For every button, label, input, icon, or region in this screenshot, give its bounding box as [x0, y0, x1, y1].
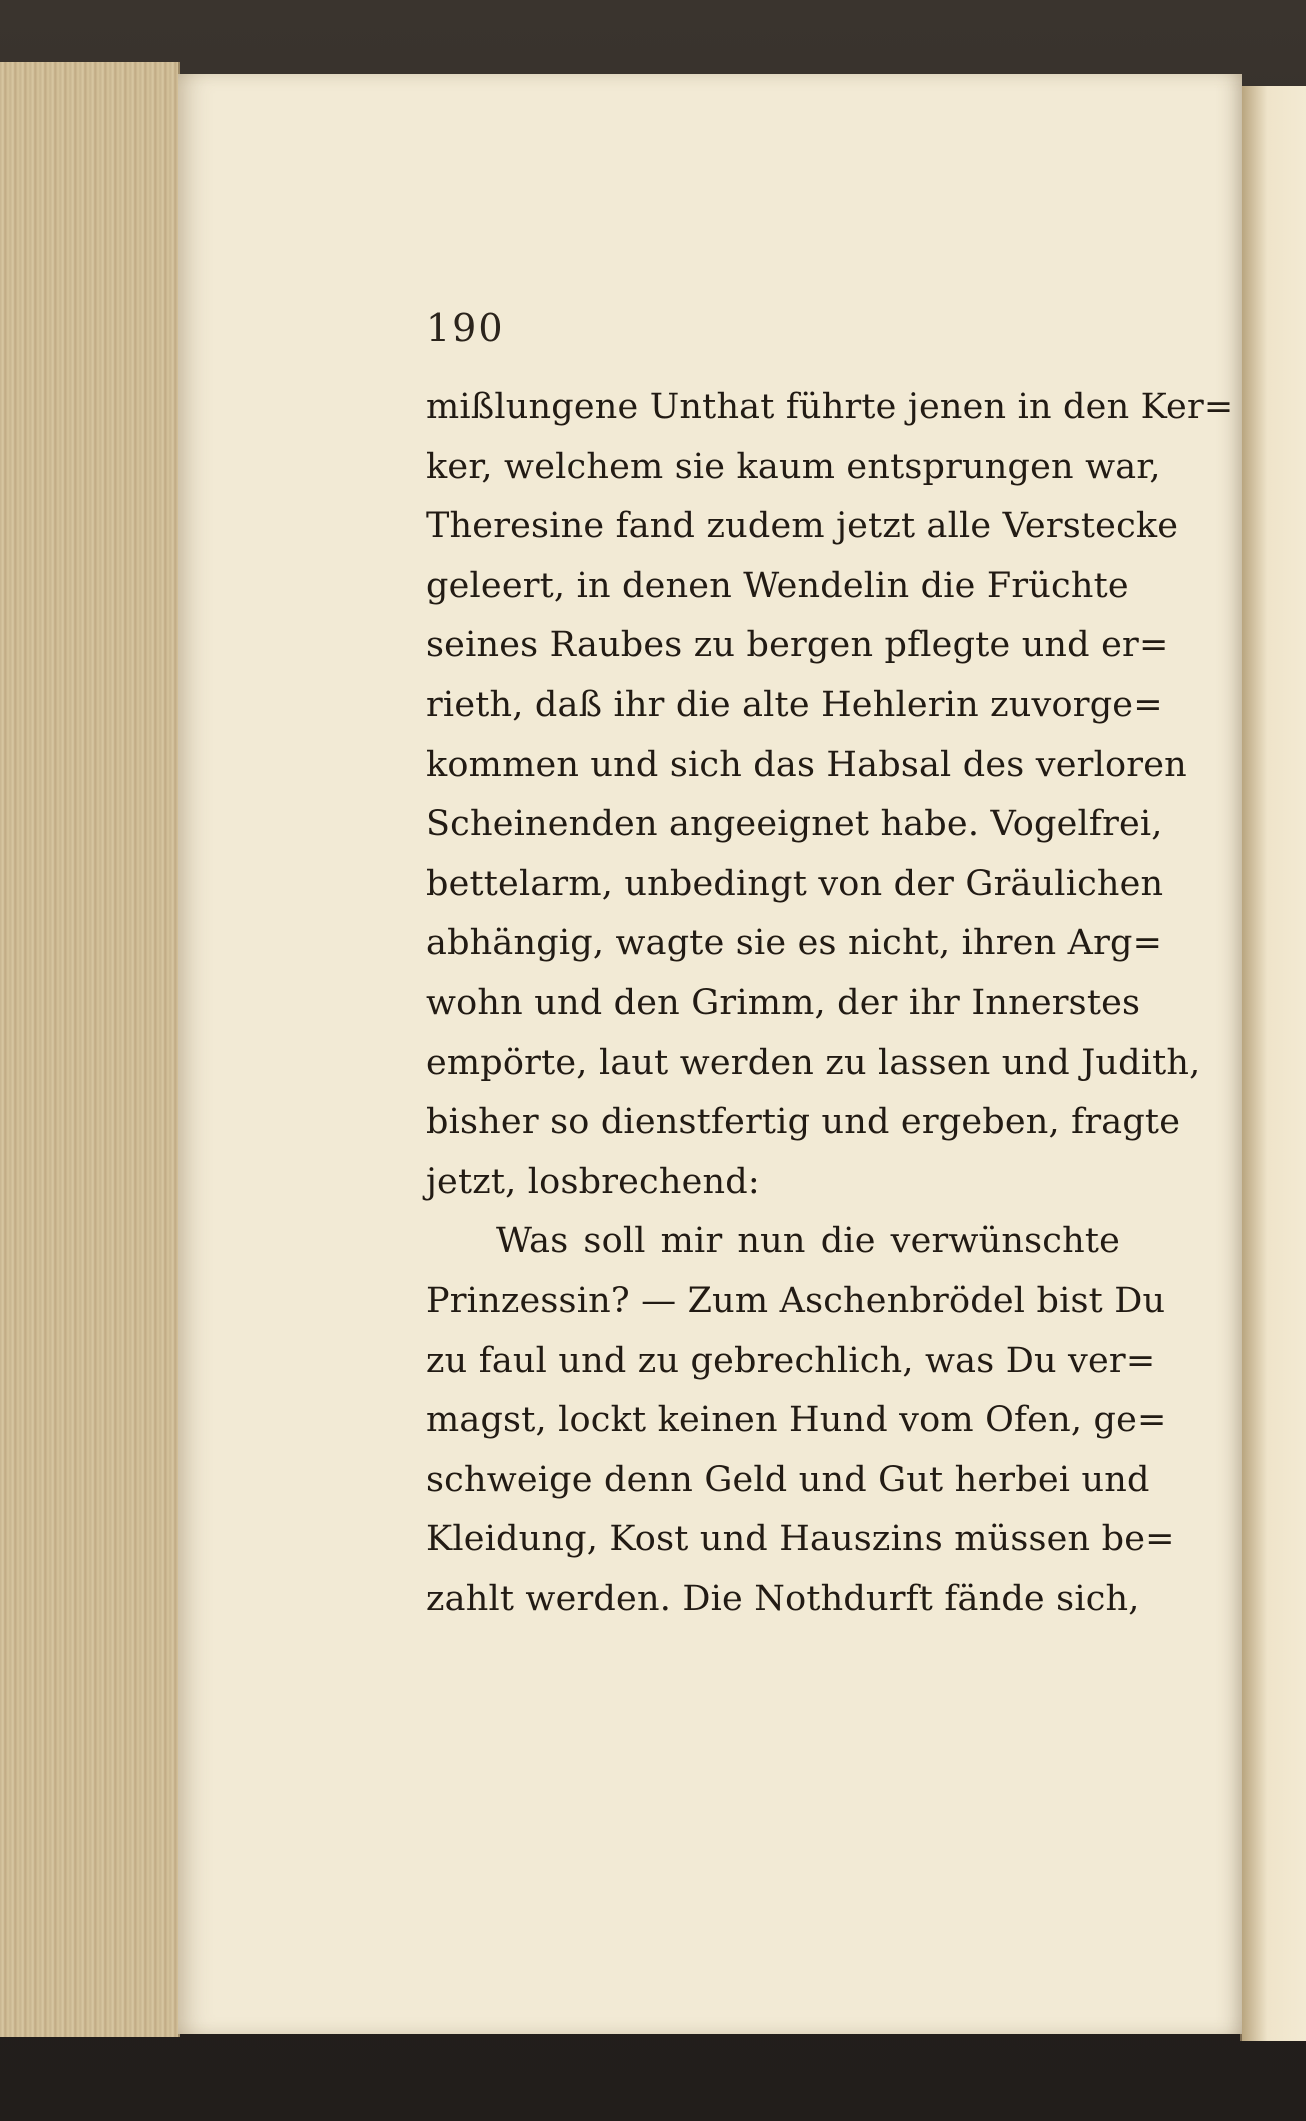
text-line: ker, welchem sie kaum entsprungen war,: [426, 446, 1161, 487]
text-line: empörte, laut werden zu lassen und Judith,: [426, 1042, 1201, 1083]
text-line: mißlungene Unthat führte jenen in den Ker=: [426, 387, 1234, 427]
text-line: seines Raubes zu bergen pflegte und er=: [426, 625, 1169, 666]
text-line: zahlt werden. Die Nothdurft fände sich,: [426, 1578, 1140, 1619]
text-line: bettelarm, unbedingt von der Gräulichen: [426, 863, 1164, 904]
text-line: Kleidung, Kost und Hauszins müssen be=: [426, 1519, 1175, 1560]
next-page-edge: [1240, 86, 1306, 2041]
text-line: Theresine fand zudem jetzt alle Verstecke: [426, 506, 1179, 547]
text-line: magst, lockt keinen Hund vom Ofen, ge=: [426, 1400, 1167, 1441]
text-line: wohn und den Grimm, der ihr Innerstes: [426, 982, 1141, 1023]
body-text: [426, 378, 1234, 1629]
text-line: Prinzessin? — Zum Aschenbrödel bist Du: [426, 1280, 1166, 1321]
paragraph-start-line: Was soll mir nun die verwünschte: [496, 1221, 1120, 1262]
text-line: abhängig, wagte sie es nicht, ihren Arg=: [426, 923, 1163, 964]
text-line: schweige denn Geld und Gut herbei und: [426, 1459, 1150, 1500]
page-edges: [0, 62, 180, 2037]
text-line: kommen und sich das Habsal des verloren: [426, 744, 1187, 785]
page-number: 190: [426, 306, 505, 350]
text-line: rieth, daß ihr die alte Hehlerin zuvorge=: [426, 684, 1163, 725]
text-line: zu faul und zu gebrechlich, was Du ver=: [426, 1340, 1156, 1381]
text-line: bisher so dienstfertig und ergeben, fragte: [426, 1102, 1181, 1143]
paragraph-end-line: jetzt, losbrechend:: [426, 1161, 760, 1202]
text-line: geleert, in denen Wendelin die Früchte: [426, 565, 1129, 606]
text-line: Scheinenden angeeignet habe. Vogelfrei,: [426, 804, 1163, 845]
